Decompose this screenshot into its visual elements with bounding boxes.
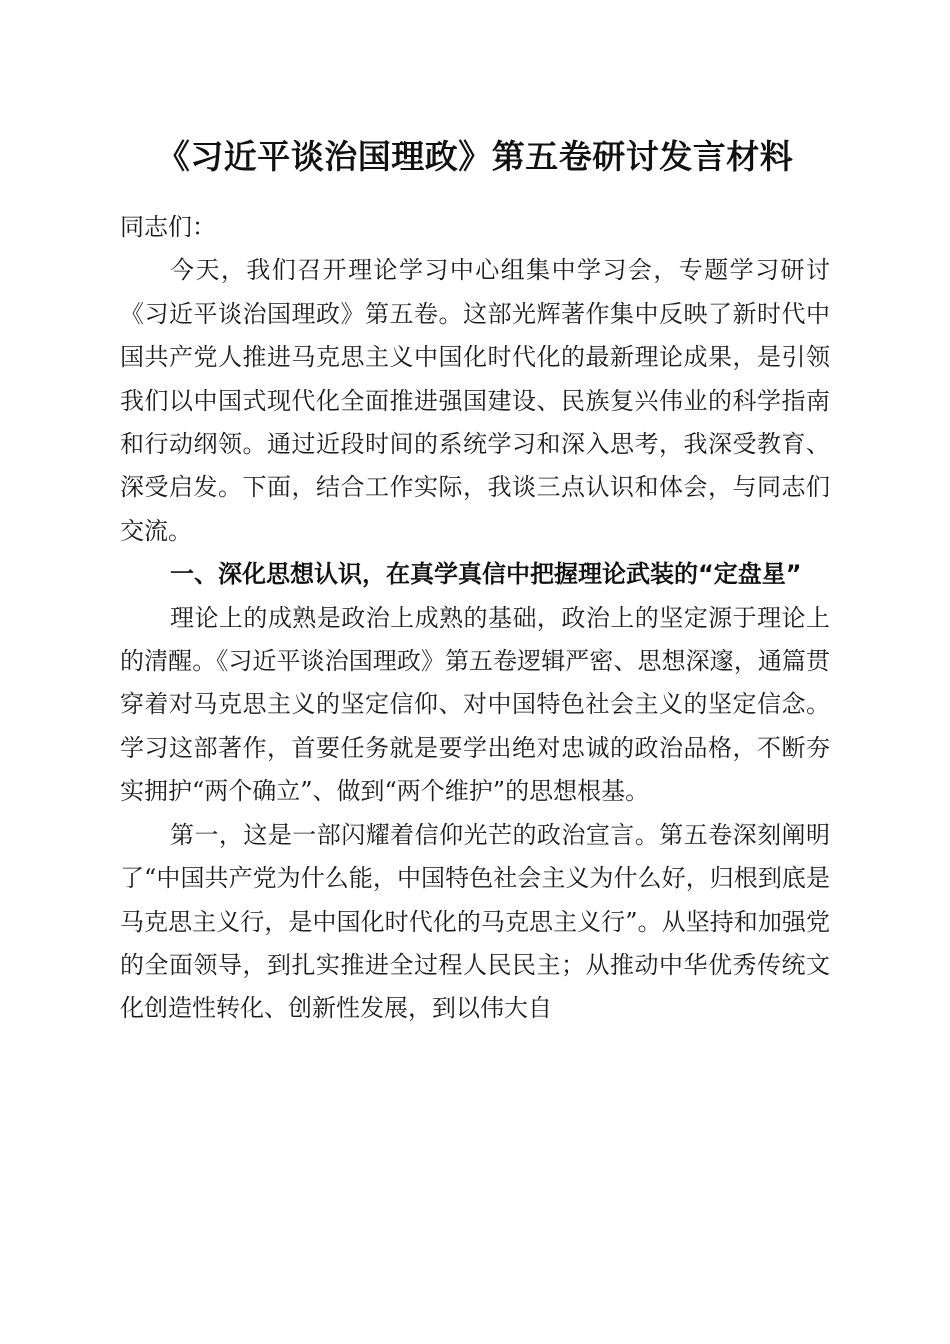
document-body xyxy=(120,206,830,1031)
document-title: 《习近平谈治国理政》第五卷研讨发言材料 xyxy=(156,137,794,176)
salutation: 同志们： xyxy=(120,213,216,241)
section-one-heading: 一、深化思想认识，在真学真信中把握理论武装的“定盘星” xyxy=(170,560,802,589)
section-one-paragraph-1: 理论上的成熟是政治上成熟的基础，政治上的坚定源于理论上的清醒。《习近平谈治国理政》第五卷逻辑严密、思想深邃，通篇贯穿着对马克思主义的坚定信仰、对中国特色社会主义的坚定信念。学习这部著作，首要任务就是要学出绝对忠诚的政治品格，不断夯实拥护“两个确立”、做到“两个维护”的思想根基。 xyxy=(120,603,830,806)
intro-paragraph: 今天，我们召开理论学习中心组集中学习会，专题学习研讨《习近平谈治国理政》第五卷。这部光辉著作集中反映了新时代中国共产党人推进马克思主义中国化时代化的最新理论成果，是引领我们以中国式现代化全面推进强国建设、民族复兴伟业的科学指南和行动纲领。通过近段时间的系统学习和深入思考，我深受教育、深受启发。下面，结合工作实际，我谈三点认识和体会，与同志们交流。 xyxy=(120,256,830,545)
section-one-paragraph-2: 第一，这是一部闪耀着信仰光芒的政治宣言。第五卷深刻阐明了“中国共产党为什么能，中国特色社会主义为什么好，归根到底是马克思主义行，是中国化时代化的马克思主义行”。从坚持和加强党的全面领导，到扎实推进全过程人民民主；从推动中华优秀传统文化创造性转化、创新性发展，到以伟大自 xyxy=(120,820,830,1023)
